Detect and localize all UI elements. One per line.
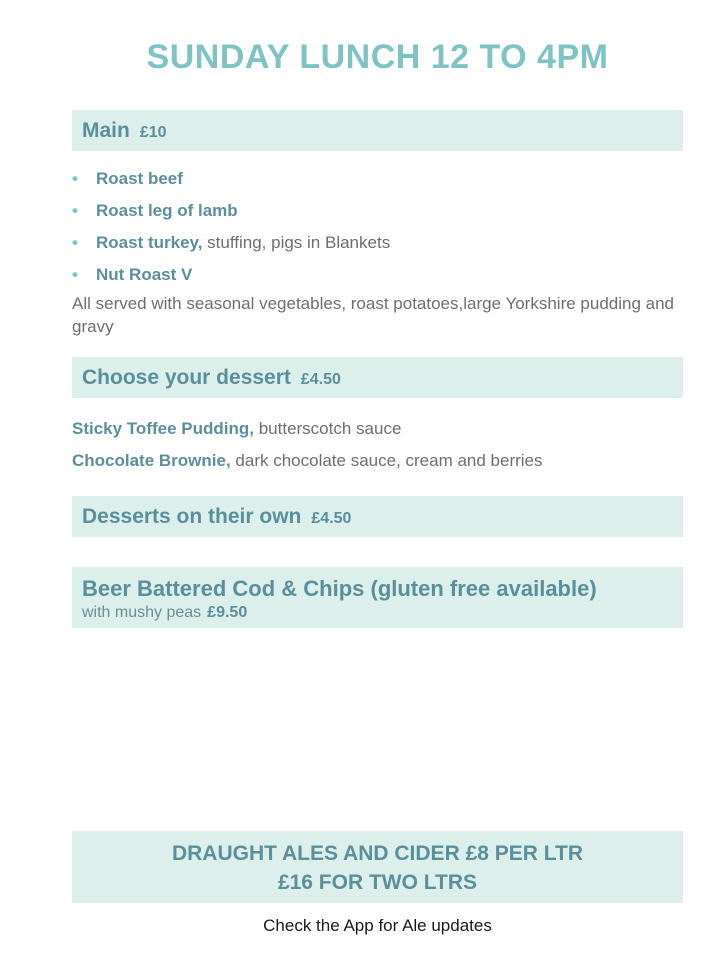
desserts-own-header xyxy=(72,496,683,537)
item-name: Roast turkey, xyxy=(96,233,203,252)
desserts-own-heading: Desserts on their own xyxy=(82,505,302,528)
page-title: SUNDAY LUNCH 12 TO 4PM xyxy=(146,38,609,76)
item-name: Chocolate Brownie, xyxy=(72,451,231,470)
item-name: Nut Roast V xyxy=(96,265,193,284)
item-name: Sticky Toffee Pudding, xyxy=(72,419,254,438)
bullet-icon: • xyxy=(72,201,78,220)
ales-banner xyxy=(72,831,683,903)
main-price: £10 xyxy=(139,124,167,141)
main-note: All served with seasonal vegetables, roast potatoes,large Yorkshire pudding and gravy xyxy=(72,294,674,336)
dessert-heading: Choose your dessert xyxy=(82,366,291,389)
ales-line-1: DRAUGHT ALES AND CIDER £8 PER LTR xyxy=(171,842,584,865)
item-desc: stuffing, pigs in Blankets xyxy=(202,233,391,252)
bullet-icon: • xyxy=(72,265,78,284)
bullet-icon: • xyxy=(72,169,78,188)
cod-subline xyxy=(82,603,683,623)
item-desc: butterscotch sauce xyxy=(253,419,402,438)
footer-note: Check the App for Ale updates xyxy=(263,916,492,935)
list-item xyxy=(72,261,390,293)
cod-price: £9.50 xyxy=(207,604,248,621)
cod-sub-text: with mushy peas xyxy=(82,604,202,621)
main-section-header xyxy=(72,110,683,151)
dessert-item xyxy=(72,449,543,473)
bullet-icon: • xyxy=(72,233,78,252)
list-item xyxy=(72,229,390,261)
item-name: Roast leg of lamb xyxy=(96,201,238,220)
list-item xyxy=(72,197,390,229)
dessert-item xyxy=(72,417,401,441)
cod-heading: Beer Battered Cod & Chips (gluten free available) xyxy=(82,576,597,601)
main-items-list xyxy=(72,165,390,293)
desserts-own-price: £4.50 xyxy=(311,510,352,527)
dessert-price: £4.50 xyxy=(300,371,341,388)
item-desc: dark chocolate sauce, cream and berries xyxy=(230,451,543,470)
dessert-section-header xyxy=(72,357,683,398)
cod-section xyxy=(72,567,683,628)
main-heading: Main xyxy=(82,119,130,142)
item-name: Roast beef xyxy=(96,169,183,188)
ales-line-2: £16 FOR TWO LTRS xyxy=(277,871,478,894)
list-item xyxy=(72,165,390,197)
